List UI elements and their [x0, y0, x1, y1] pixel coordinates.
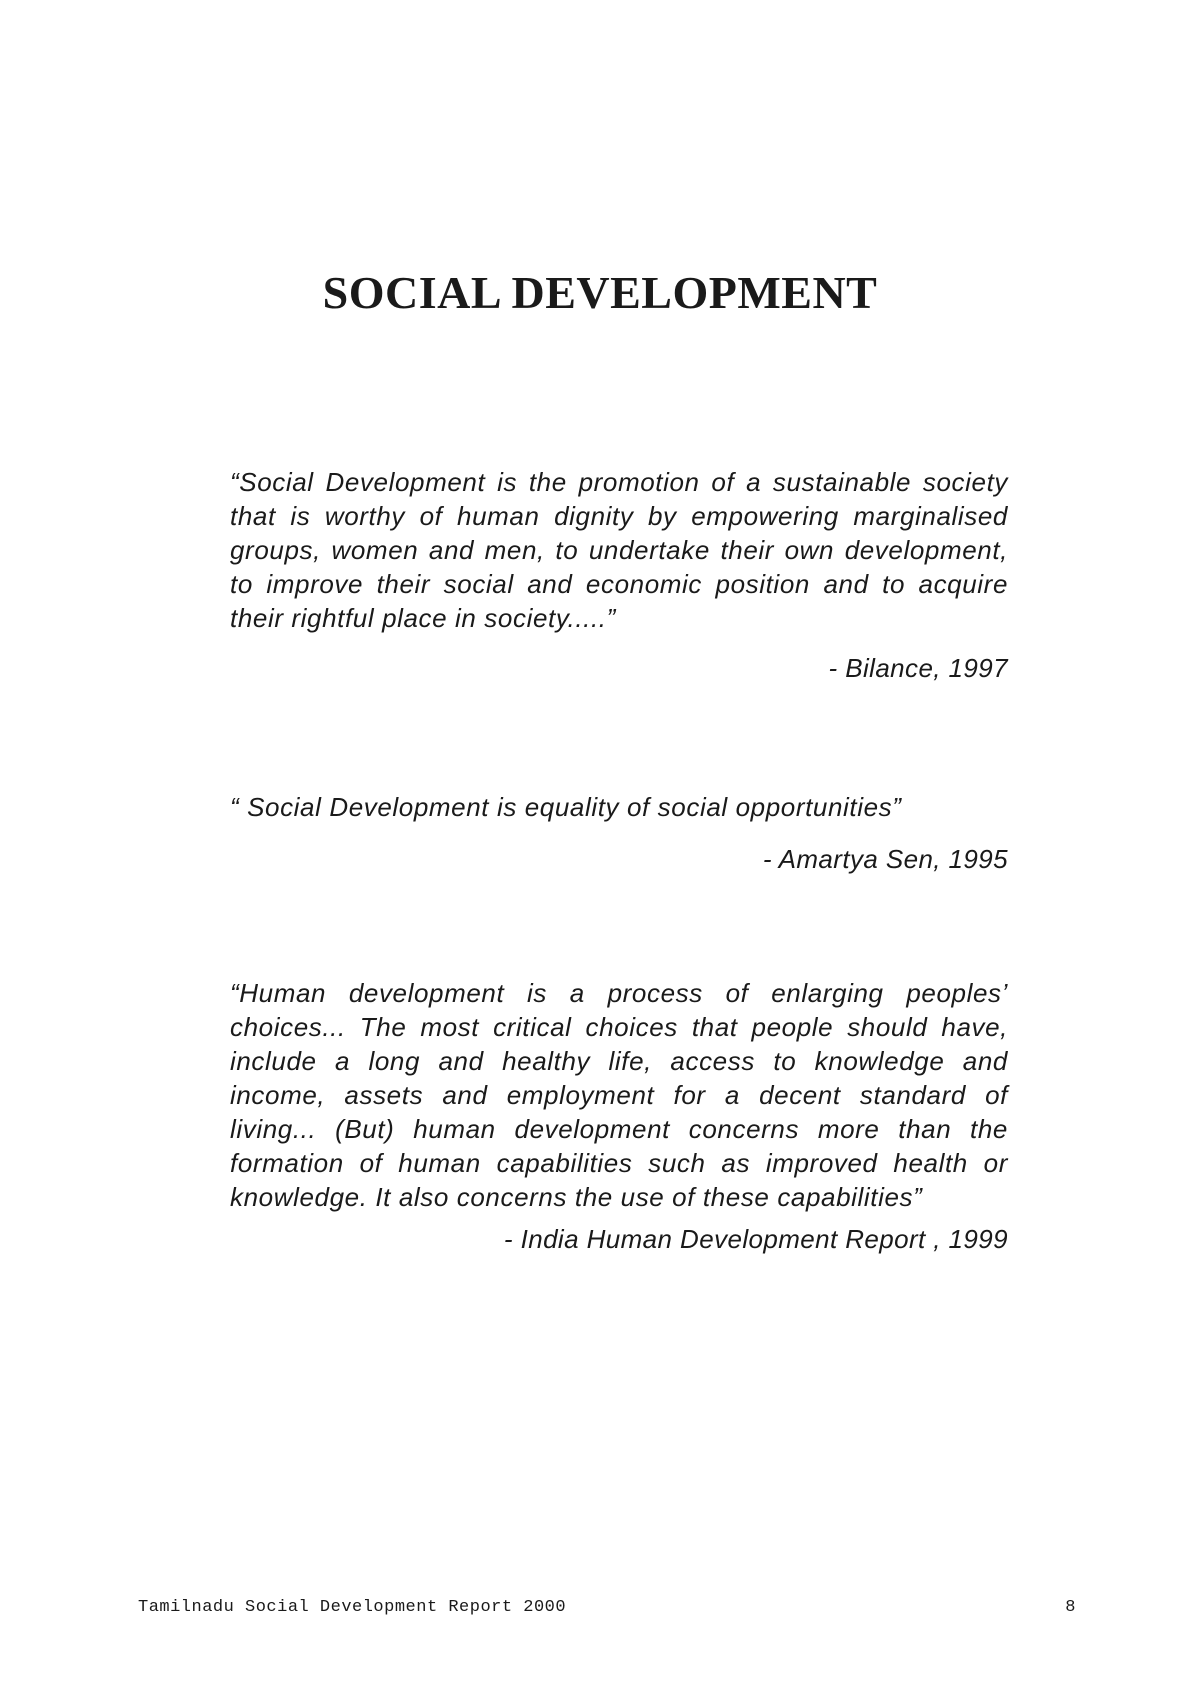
- quote-text: “ Social Development is equality of social opportunities”: [230, 792, 902, 822]
- quote-india-hdr: [230, 976, 1008, 1256]
- quote-text: “Human development is a process of enlarging peoples’ choices... The most critical choices that people should have, include a long and healthy life, access to knowledge and income, assets and employment for a decent standard of living... (But) human development concerns more than the formation of human capabilities such as improved health or knowledge. It also concerns the use of these capabilities”: [230, 978, 1008, 1212]
- page-footer: [138, 1598, 1076, 1617]
- quote-bilance: [230, 465, 1008, 685]
- page-title: SOCIAL DEVELOPMENT: [322, 267, 878, 318]
- footer-report-name: Tamilnadu Social Development Report 2000: [138, 1598, 567, 1617]
- quote-attribution: - India Human Development Report , 1999: [503, 1224, 1008, 1254]
- quote-attribution: - Bilance, 1997: [828, 653, 1008, 683]
- quote-text: “Social Development is the promotion of a sustainable society that is worthy of human dignity by empowering marginalised groups, women and men, to undertake their own development, to improve their social and economic position and to acquire their rightful place in society.....”: [230, 467, 1008, 633]
- footer-page-number: 8: [1065, 1598, 1076, 1617]
- quote-amartya-sen: [230, 790, 1008, 876]
- quote-attribution: - Amartya Sen, 1995: [762, 844, 1008, 874]
